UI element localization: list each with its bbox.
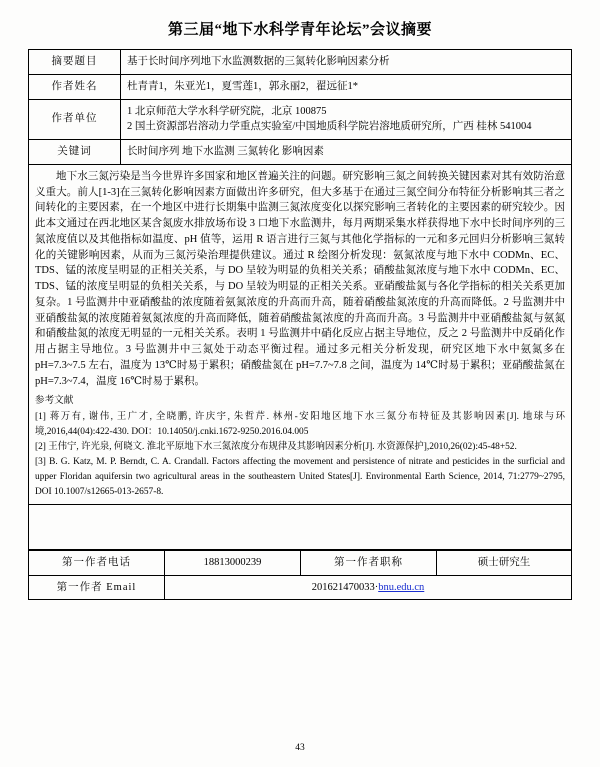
table-row-abstract-title — [29, 50, 572, 75]
value-authors: 杜青青1，朱亚光1，夏雪莲1，郭永丽2，翟远征1* — [121, 74, 572, 99]
table-row-email — [29, 575, 572, 600]
value-first-author-email[interactable] — [165, 575, 572, 600]
affiliation-line-1: 1 北京师范大学水科学研究院，北京 100875 — [127, 105, 327, 117]
reference-item: [2] 王伟宁, 许光泉, 何晓文. 淮北平原地下水三氮浓度分布规律及其影响因素分析[J]. 水资源保护],2010,26(02):45-48+52. — [35, 441, 517, 452]
page-title: 第三届“地下水科学青年论坛”会议摘要 — [167, 22, 432, 38]
abstract-form-table — [28, 49, 572, 550]
page-number: 43 — [295, 743, 305, 753]
references-heading: 参考文献 — [35, 395, 74, 407]
spacer-cell — [29, 504, 572, 549]
value-first-author-job: 硕士研究生 — [437, 550, 572, 575]
abstract-paragraph: 地下水三氮污染是当今世界许多国家和地区普遍关注的问题。研究影响三氮之间转换关键因素对其有效防治意义重大。前人[1-3]在三氮转化影响因素方面做出许多研究，但大多基于在通过三氮空间分布特征分析影响其三者之间转化的主要因素，在一个地区中进行长期集中监测三氮浓度变化以探究影响三者转化的主要因素的研究较少。因此本文通过在西北地区某含氮废水排放场布设 3 口地下水监测井，每月两期采集水样获得地下水中长时间序列的三氮浓度值以及其他指标如温度、pH 值等，运用 R 语言进行三氮与其他化学指标的一元和多元回归分析影响三氮转化的关键影响因素，从而为三氮污染治理提供建议。通过 R 绘图分析发现：氨氮浓度与地下水中 CODMn、EC、TDS、锰的浓度呈明显的正相关关系，与 DO 呈较为明显的负相关关系；硝酸盐氮浓度与地下水中 CODMn、EC、TDS、锰的浓度呈明显的负相关关系，与 DO 呈较为明显的正相关关系。亚硝酸盐氮与各化学指标的相关关系更加复杂。1 号监测井中亚硝酸盐的浓度随着氨氮浓度的升高而升高，随着硝酸盐氮浓度的升高而降低。2 号监测井中亚硝酸盐氮的浓度随着氨氮浓度的升高而降低，随着硝酸盐氮浓度的升高而升高。3 号监测井中亚硝酸盐氮与氨氮和硝酸盐氮的浓度无明显的一元相关关系。表明 1 号监测井中硝化反应占据主导地位，反之 2 号监测井中反硝化作用占据主导地位。3 号监测井中三氮处于动态平衡过程。通过多元相关分析发现，研究区地下水中氨氮多在 pH=7.3~7.5 左右，温度为 13℃时易于累积；硝酸盐氮在 pH=7.7~7.8 之间，温度为 14℃时易于累积；亚硝酸盐氮在 pH=7.3~7.4，温度 16℃时易于累积。 — [35, 170, 565, 387]
label-first-author-email: 第一作者 Email — [29, 575, 165, 600]
table-row-phone-job — [29, 550, 572, 575]
footer-contact-table — [28, 550, 572, 601]
affiliation-line-2: 2 国土资源部岩溶动力学重点实验室/中国地质科学院岩溶地质研究所，广西 桂林 541004 — [127, 121, 532, 133]
abstract-body-cell — [29, 164, 572, 504]
table-row-abstract-body — [29, 164, 572, 504]
reference-item: [1] 蒋万有, 谢伟, 王广才, 全晓鹏, 许庆宇, 朱哲芹. 林州-安阳地区地下水三氮分布特征及其影响因素[J]. 地球与环境,2016,44(04):422-430. DOI：10.14050/j.cnki.1672-9250.2016.04.005 — [35, 411, 565, 437]
table-row-spacer — [29, 504, 572, 549]
email-separator: · — [374, 581, 379, 593]
table-row-affiliation — [29, 99, 572, 140]
value-first-author-phone: 18813000239 — [165, 550, 301, 575]
reference-item: [3] B. G. Katz, M. P. Berndt, C. A. Crandall. Factors affecting the movement and persistence of nitrate and pesticides in the surficial and upper Floridan aquifersin two agricultural areas in the southeastern United States[J]. Environmental Earth Science, 2014, 71:2779~2795, DOI 10.1007/s12665-013-2657-8. — [35, 456, 565, 497]
label-abstract-title: 摘要题目 — [29, 50, 121, 75]
label-authors: 作者姓名 — [29, 74, 121, 99]
value-affiliation — [121, 99, 572, 140]
label-affiliation: 作者单位 — [29, 99, 121, 140]
label-first-author-job: 第一作者职称 — [301, 550, 437, 575]
email-domain: bnu.edu.cn — [378, 581, 425, 593]
label-first-author-phone: 第一作者电话 — [29, 550, 165, 575]
email-user: 201621470033 — [311, 581, 375, 593]
value-abstract-title: 基于长时间序列地下水监测数据的三氮转化影响因素分析 — [121, 50, 572, 75]
table-row-keywords — [29, 140, 572, 165]
table-row-authors — [29, 74, 572, 99]
value-keywords: 长时间序列 地下水监测 三氮转化 影响因素 — [121, 140, 572, 165]
label-keywords: 关键词 — [29, 140, 121, 165]
